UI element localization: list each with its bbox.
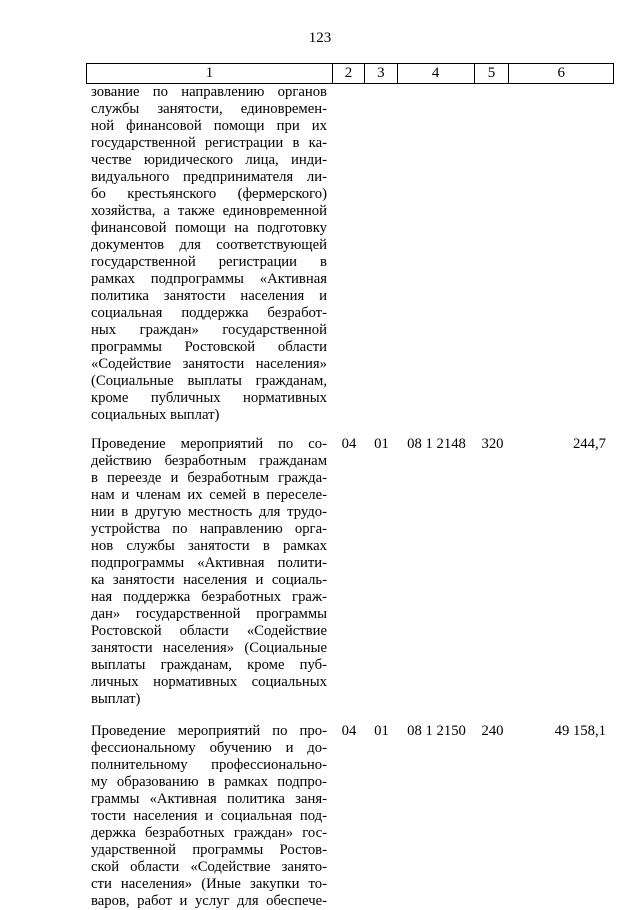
description-line: личных нормативных социальных [91,674,327,690]
description-line: документов для соответствующей [91,237,327,253]
row-csr: 08 1 2148 [407,436,466,452]
row-csr: 08 1 2150 [407,723,466,739]
description-line: ка занятости населения и социаль- [91,572,327,588]
row-podrazdel [365,84,398,424]
row-amount: 49 158,1 [554,723,606,739]
description-line: Проведение мероприятий по со- [91,436,327,452]
description-line: тости населения и социальная под- [91,808,327,824]
description-line: Проведение мероприятий по про- [91,723,327,739]
description-line: зование по направлению органов [91,84,327,100]
description-line: выплат) [91,691,141,707]
header-cell-6: 6 [557,65,565,81]
description-line: социальных выплат) [91,407,220,423]
row-csr [398,84,475,424]
description-line: рамках подпрограммы «Активная [91,271,327,287]
description-line: бо крестьянского (фермерского) [91,186,327,202]
description-line: финансовой помощи на подготовку [91,220,327,236]
description-line: подпрограммы «Активная полити- [91,555,327,571]
row-description [86,84,333,424]
description-line: ударственной программы Ростов- [91,842,327,858]
description-line: сти населения» (Иные закупки то- [91,876,327,892]
description-line: хозяйства, а также единовременной [91,203,327,219]
description-line: государственной регистрации в [91,254,327,270]
description-line: нии в другую местность для трудо- [91,504,327,520]
description-line: действию безработным гражданам [91,453,327,469]
description-line: политика занятости населения и [91,288,327,304]
description-line: варов, работ и услуг для обеспече- [91,893,327,909]
description-line: выплаты гражданам, кроме пуб- [91,657,327,673]
row-razdel: 04 [341,436,357,452]
row-description [86,436,333,708]
row-description [86,723,333,910]
description-line: устройства по направлению орга- [91,521,327,537]
header-cell-5: 5 [475,64,510,83]
header-cell-2: 2 [333,64,365,83]
row-vr: 240 [481,723,504,739]
description-line: видуального предпринимателя ли- [91,169,327,185]
description-line: ная поддержка безработных граж- [91,589,327,605]
row-vr [475,84,510,424]
description-line: социальная поддержка безработ- [91,305,327,321]
description-line: «Содействие занятости населения» [91,356,327,372]
description-line: честве юридического лица, инди- [91,152,327,168]
row-amount [510,84,614,424]
description-line: (Социальные выплаты гражданам, [91,373,327,389]
description-line: службы занятости, единовремен- [91,101,327,117]
table-header-row [86,63,614,84]
header-cell-1: 1 [87,64,333,83]
table-row [86,436,614,708]
description-line: держка безработных граждан» гос- [91,825,327,841]
description-line: занятости населения» (Социальные [91,640,327,656]
description-line: дан» государственной программы [91,606,327,622]
description-line: ной финансовой помощи при их [91,118,327,134]
row-amount: 244,7 [572,436,606,452]
description-line: му образованию в рамках подпро- [91,774,327,790]
description-line: в переезде и безработным гражда- [91,470,327,486]
description-line: граммы «Активная политика заня- [91,791,327,807]
header-cell-3: 3 [365,64,398,83]
description-line: нов службы занятости в рамках [91,538,327,554]
table-row [86,84,614,424]
row-vr: 320 [481,436,504,452]
row-razdel [333,84,365,424]
table-body [86,84,614,910]
description-line: ской области «Содействие занято- [91,859,327,875]
row-podrazdel: 01 [374,436,389,452]
row-razdel: 04 [341,723,357,739]
description-line: кроме публичных нормативных [91,390,327,406]
header-cell-4: 4 [398,64,475,83]
row-podrazdel: 01 [374,723,389,739]
description-line: нам и членам их семей в переселе- [91,487,327,503]
description-line: фессиональному обучению и до- [91,740,327,756]
table-row [86,723,614,910]
description-line: ных граждан» государственной [91,322,327,338]
page-number: 123 [308,30,332,46]
description-line: программы Ростовской области [91,339,327,355]
description-line: Ростовской области «Содействие [91,623,327,639]
description-line: полнительному профессионально- [91,757,327,773]
description-line: государственной регистрации в ка- [91,135,327,151]
